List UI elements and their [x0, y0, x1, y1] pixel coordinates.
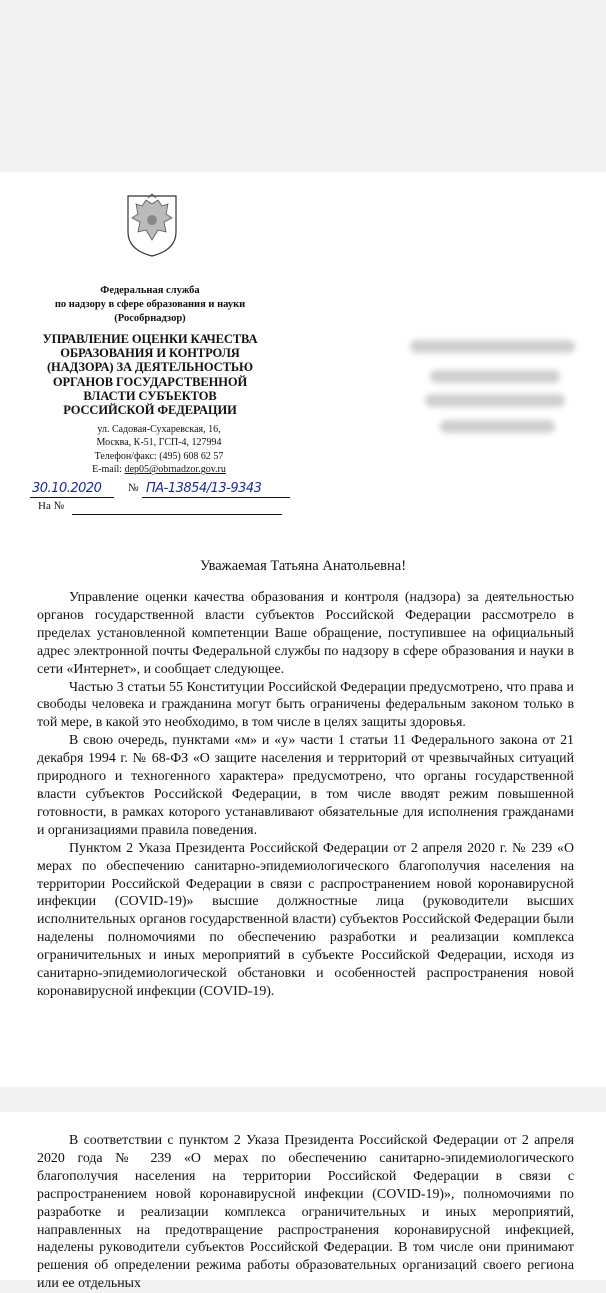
redacted-recipient-line: [410, 340, 575, 353]
document-page-2: [0, 1112, 606, 1292]
agency-name: [30, 284, 270, 326]
email-link[interactable]: dep05@obrnadzor.gov.ru: [124, 464, 226, 476]
address-line: ул. Садовая-Сухаревская, 16,: [97, 424, 221, 435]
redacted-recipient-line: [425, 394, 565, 407]
number-sign: №: [128, 482, 139, 494]
address-line: Телефон/факс: (495) 608 62 57: [94, 450, 224, 462]
redacted-recipient-line: [440, 420, 555, 433]
agency-line: Федеральная служба: [100, 285, 200, 296]
document-date-number-line: [30, 479, 320, 499]
paragraph: В соответствии с пунктом 2 Указа Президента Российской Федерации от 2 апреля 2020 года № 239 «О мерах по обеспечению санитарно-эпидемиологического благополучия населения на территории Российской Федерации в связи с распространением новой коронавирусной инфекции (COVID-19)», полномочиями по разработке и реализации комплекса ограничительных и иных мероприятий, направленных на предотвращение распространения коронавирусной инфекцией, наделены руководители субъектов Российской Федерации. В том числе они принимают решения об определении режима работы образовательных организаций своего региона или ее отдельных: [37, 1133, 574, 1292]
document-page-1: [0, 172, 606, 1087]
department-line: ВЛАСТИ СУБЪЕКТОВ: [83, 388, 217, 403]
paragraph: В свою очередь, пунктами «м» и «у» части 1 статьи 11 Федерального закона от 21 декабря 1994 г. № 68-ФЗ «О защите населения и территорий от чрезвычайных ситуаций природного и техногенного характера» предусмотрено, что органы государственной власти субъектов Российской Федерации, в том числе вводят режим повышенной готовности, в рамках которого устанавливают обязательные для исполнения гражданами и организациями правила поведения.: [37, 733, 574, 838]
paragraph: Пунктом 2 Указа Президента Российской Федерации от 2 апреля 2020 г. № 239 «О мерах по обеспечению санитарно-эпидемиологического благополучия населения на территории Российской Федерации в связи с распространением новой коронавирусной инфекции (COVID-19)» высшие должностные лица (руководители высших исполнительных органов государственной власти) субъектов Российской Федерации были наделены полномочиями по обеспечению разработки и реализации комплекса ограничительных и иных мероприятий в субъекте Российской Федерации, исходя из санитарно-эпидемиологической обстановки и особенностей распространения новой коронавирусной инфекции (COVID-19).: [37, 840, 574, 999]
department-line: ОРГАНОВ ГОСУДАРСТВЕННОЙ: [52, 374, 248, 389]
paragraph: Управление оценки качества образования и контроля (надзора) за деятельностью органов государственной власти субъектов Российской Федерации рассмотрело в пределах установленной компетенции Ваше обращение, поступившее на официальный адрес электронной почты Федеральной службы по надзору в сфере образования и науки в сети «Интернет», и сообщает следующее.: [37, 590, 574, 677]
department-line: РОССИЙСКОЙ ФЕДЕРАЦИИ: [63, 403, 237, 418]
document-number: ПА-13854/13-9343: [146, 481, 262, 496]
email-label: E-mail:: [92, 464, 123, 476]
letter-body-continued: [37, 1132, 574, 1293]
coat-of-arms-emblem: [122, 192, 182, 258]
address-block: [84, 423, 234, 477]
reference-underline: [72, 514, 282, 515]
department-line: УПРАВЛЕНИЕ ОЦЕНКИ КАЧЕСТВА: [42, 332, 258, 346]
agency-line: (Рособрнадзор): [114, 313, 186, 324]
department-name: [30, 332, 270, 417]
document-date: 30.10.2020: [32, 481, 102, 496]
greeting: Уважаемая Татьяна Анатольевна!: [199, 558, 407, 574]
agency-line: по надзору в сфере образования и науки: [54, 299, 246, 310]
department-line: ОБРАЗОВАНИЯ И КОНТРОЛЯ: [60, 346, 240, 361]
address-line: Москва, К-51, ГСП-4, 127994: [96, 437, 222, 449]
paragraph: Частью 3 статьи 55 Конституции Российской Федерации предусмотрено, что права и свободы человека и гражданина могут быть ограничены федеральным законом только в той мере, в какой это необходимо, в том числе в целях защиты здоровья.: [37, 679, 574, 731]
department-line: (НАДЗОРА) ЗА ДЕЯТЕЛЬНОСТЬЮ: [46, 360, 253, 375]
letter-body: [37, 589, 574, 1001]
reference-label: На №: [38, 500, 65, 512]
redacted-recipient-line: [430, 370, 560, 383]
email-line: [84, 463, 234, 476]
